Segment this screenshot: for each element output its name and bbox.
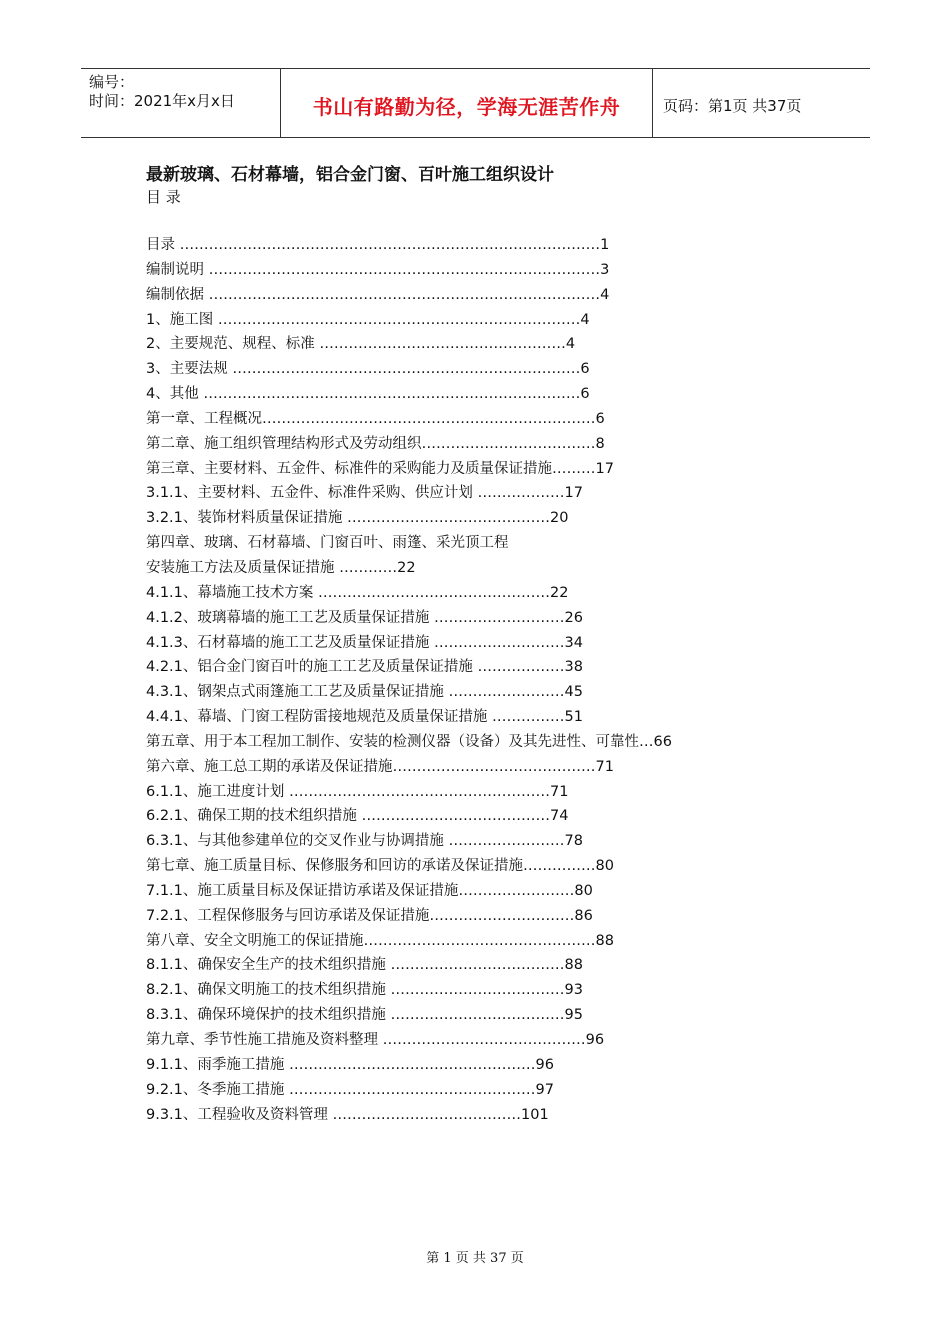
toc-entry[interactable]: 编制说明 ………………………………………………………………………3	[146, 261, 610, 278]
toc-entry[interactable]: 第三章、主要材料、五金件、标准件的采购能力及质量保证措施………17	[146, 460, 614, 477]
toc-entry[interactable]: 第四章、玻璃、石材幕墙、门窗百叶、雨篷、采光顶工程	[146, 535, 509, 552]
toc-entry[interactable]: 第六章、施工总工期的承诺及保证措施……………………………………71	[146, 758, 614, 775]
page-header	[81, 68, 870, 138]
toc-entry[interactable]: 安装施工方法及质量保证措施 …………22	[146, 559, 416, 576]
toc-entry[interactable]: 4.1.3、石材幕墙的施工工艺及质量保证措施 ………………………34	[146, 634, 583, 651]
toc-entry[interactable]: 3.2.1、装饰材料质量保证措施 ……………………………………20	[146, 510, 569, 527]
header-number-label: 编号：	[89, 73, 135, 91]
toc-entry[interactable]: 目录 ……………………………………………………………………………1	[146, 237, 610, 253]
toc-entry[interactable]: 3.1.1、主要材料、五金件、标准件采购、供应计划 ………………17	[146, 485, 583, 502]
toc-entry[interactable]: 2、主要规范、规程、标准 ……………………………………………4	[146, 336, 576, 353]
toc-entry[interactable]: 7.1.1、施工质量目标及保证措访承诺及保证措施……………………80	[146, 882, 593, 899]
header-motto: 书山有路勤为径，学海无涯苦作舟	[281, 69, 653, 137]
toc-entry[interactable]: 1、施工图 …………………………………………………………………4	[146, 311, 590, 328]
toc-entry[interactable]: 第五章、用于本工程加工制作、安装的检测仪器（设备）及其先进性、可靠性…66	[146, 733, 672, 750]
toc-heading: 目 录	[146, 188, 181, 206]
document-title: 最新玻璃、石材幕墙，铝合金门窗、百叶施工组织设计	[146, 165, 554, 185]
toc-entry[interactable]: 第七章、施工质量目标、保修服务和回访的承诺及保证措施……………80	[146, 858, 614, 875]
toc-entry[interactable]: 编制依据 ………………………………………………………………………4	[146, 286, 610, 303]
toc-entry[interactable]: 3、主要法规 ………………………………………………………………6	[146, 361, 590, 378]
toc-entry[interactable]: 8.3.1、确保环境保护的技术组织措施 ………………………………95	[146, 1007, 583, 1024]
toc-entry[interactable]: 4.3.1、钢架点式雨篷施工工艺及质量保证措施 ……………………45	[146, 684, 583, 701]
toc-entry[interactable]: 6.3.1、与其他参建单位的交叉作业与协调措施 ……………………78	[146, 833, 583, 850]
toc-entry[interactable]: 4.2.1、铝合金门窗百叶的施工工艺及质量保证措施 ………………38	[146, 659, 583, 676]
toc-entry[interactable]: 4、其他 ……………………………………………………………………6	[146, 386, 590, 403]
toc-entry[interactable]: 第八章、安全文明施工的保证措施…………………………………………88	[146, 932, 614, 949]
header-meta	[81, 69, 281, 137]
toc-entry[interactable]: 4.1.2、玻璃幕墙的施工工艺及质量保证措施 ………………………26	[146, 609, 583, 626]
toc-entry[interactable]: 7.2.1、工程保修服务与回访承诺及保证措施…………………………86	[146, 907, 593, 924]
toc-entry[interactable]: 9.1.1、雨季施工措施 ……………………………………………96	[146, 1056, 554, 1073]
toc-entry[interactable]: 第一章、工程概况……………………………………………………………6	[146, 410, 605, 427]
toc-entry[interactable]: 第二章、施工组织管理结构形式及劳动组织………………………………8	[146, 435, 605, 452]
toc-entry[interactable]: 9.3.1、工程验收及资料管理 …………………………………101	[146, 1106, 549, 1123]
toc-entry[interactable]: 8.1.1、确保安全生产的技术组织措施 ………………………………88	[146, 957, 583, 974]
header-page-info: 页码：第1页 共37页	[663, 96, 802, 115]
toc-entry[interactable]: 6.1.1、施工进度计划 ………………………………………………71	[146, 783, 569, 800]
toc-entry[interactable]: 4.1.1、幕墙施工技术方案 …………………………………………22	[146, 584, 569, 601]
header-time-label: 时间：2021年x月x日	[89, 92, 235, 110]
page-footer: 第 1 页 共 37 页	[426, 1251, 524, 1266]
toc-entry[interactable]: 4.4.1、幕墙、门窗工程防雷接地规范及质量保证措施 ……………51	[146, 709, 583, 726]
table-of-contents	[146, 233, 672, 1127]
toc-entry[interactable]: 第九章、季节性施工措施及资料整理 ……………………………………96	[146, 1032, 605, 1048]
toc-entry[interactable]: 8.2.1、确保文明施工的技术组织措施 ………………………………93	[146, 982, 583, 999]
toc-entry[interactable]: 6.2.1、确保工期的技术组织措施 …………………………………74	[146, 808, 569, 825]
toc-entry[interactable]: 9.2.1、冬季施工措施 ……………………………………………97	[146, 1081, 554, 1098]
